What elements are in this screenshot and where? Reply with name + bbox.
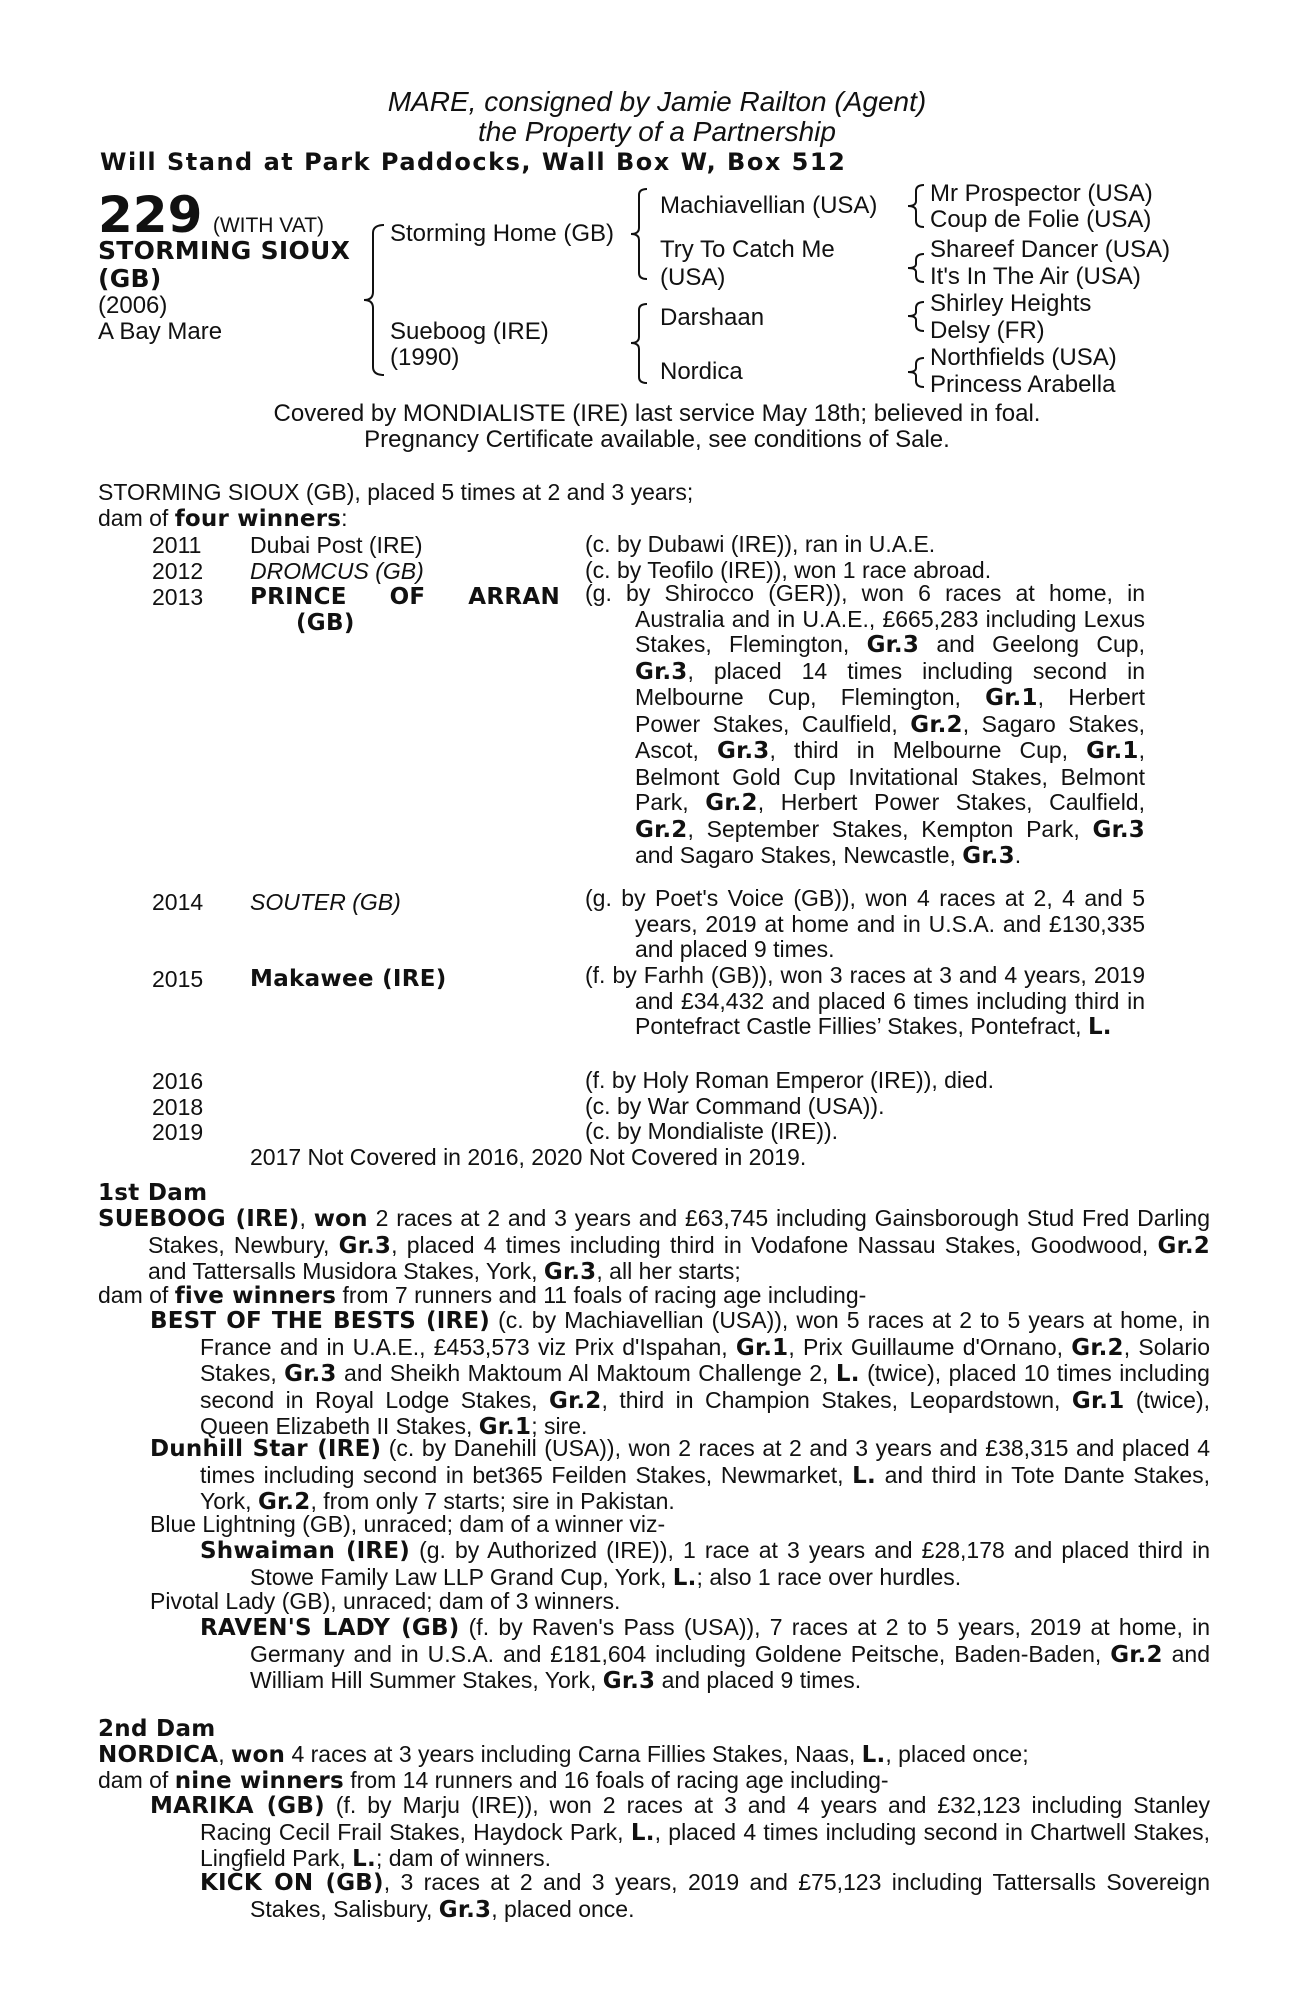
- lot-number: 229: [98, 186, 203, 244]
- pedigree-sire: Storming Home (GB): [390, 220, 615, 247]
- pedigree-ssd: Coup de Folie (USA): [930, 206, 1152, 233]
- produce-year: 2012: [152, 558, 204, 584]
- produce-name: Shwaiman (IRE): [200, 1538, 410, 1564]
- header-line-2: the Property of a Partnership: [478, 116, 836, 147]
- produce-name-country: (GB): [296, 610, 355, 636]
- produce-name-black-type: PRINCE OF ARRAN: [250, 584, 560, 610]
- second-dam-name: NORDICA: [98, 1742, 219, 1768]
- produce-year: 2013: [152, 584, 204, 610]
- first-dam-produce-best: BEST OF THE BESTS (IRE) (c. by Machiavellian (USA)), won 5 races at 2 to 5 years at home, in France and in U.A.E., £453,573 viz Prix d'Ispahan, Gr.1, Prix Guillaume d'Ornano, Gr.2, Solario Stakes, Gr.3 and Sheikh Maktoum Al Maktoum Challenge 2, L. (twice), placed 10 times including second in Royal Lodge Stakes, Gr.2, third in Champion Stakes, Leopardstown, Gr.1 (twice), Queen Elizabeth II Stakes, Gr.1; sire.: [150, 1307, 1211, 1440]
- first-dam-produce-dunhill: Dunhill Star (IRE) (c. by Danehill (USA)), won 2 races at 2 and 3 years and £38,315 and placed 4 times including second in bet365 Feilden Stakes, Newmarket, L. and third in Tote Dante Stakes, York, Gr.2, from only 7 starts; sire in Pakistan.: [150, 1435, 1211, 1515]
- vat-note: (WITH VAT): [212, 214, 325, 237]
- first-dam-heading: 1st Dam: [98, 1180, 208, 1206]
- pedigree-dam-sire: Darshaan: [660, 304, 765, 331]
- first-dam-record: SUEBOOG (IRE), won 2 races at 2 and 3 years and £63,745 including Gainsborough Stud Fred Darling Stakes, Newbury, Gr.3, placed 4 times including third in Vodafone Nassau Stakes, Goodwood, Gr.2 and Tattersalls Musidora Stakes, York, Gr.3, all her starts;: [98, 1205, 1211, 1285]
- first-dam-produce-shwaiman: Shwaiman (IRE) (g. by Authorized (IRE)), 1 race at 3 years and £28,178 and placed third in Stowe Family Law LLP Grand Cup, York, L.; also 1 race over hurdles.: [200, 1537, 1210, 1591]
- produce-year: 2011: [152, 532, 202, 558]
- produce-year: 2016: [152, 1068, 204, 1094]
- pedigree-dsd: Delsy (FR): [930, 317, 1045, 344]
- produce-name: Dunhill Star (IRE): [150, 1436, 382, 1462]
- first-dam-dam-of: dam of five winners from 7 runners and 11 foals of racing age including-: [98, 1282, 867, 1309]
- five-winners: five winners: [174, 1283, 337, 1309]
- covered-line-1: Covered by MONDIALISTE (IRE) last service May 18th; believed in foal.: [273, 400, 1041, 427]
- second-dam-produce-kick-on: KICK ON (GB), 3 races at 2 and 3 years, 2019 and £75,123 including Tattersalls Sovereign Stakes, Salisbury, Gr.3, placed once.: [200, 1869, 1211, 1923]
- second-dam-record: NORDICA, won 4 races at 3 years including Carna Fillies Stakes, Naas, L., placed once;: [98, 1741, 1029, 1768]
- produce-name: Makawee (IRE): [250, 966, 447, 992]
- produce-name: Dubai Post (IRE): [250, 532, 423, 558]
- four-winners: four winners: [174, 506, 342, 532]
- pedigree-sdd: It's In The Air (USA): [930, 263, 1141, 290]
- first-dam-blue-lightning: Blue Lightning (GB), unraced; dam of a winner viz-: [150, 1511, 666, 1537]
- produce-name: DROMCUS (GB): [250, 558, 424, 584]
- produce-desc: (c. by War Command (USA)).: [585, 1093, 885, 1119]
- produce-desc: (g. by Shirocco (GER)), won 6 races at home, in Australia and in U.A.E., £665,283 including Lexus Stakes, Flemington, Gr.3 and Geelong Cup, Gr.3, placed 14 times including second in Melbourne Cup, Flemington, Gr.1, Herbert Power Stakes, Caulfield, Gr.2, Sagaro Stakes, Ascot, Gr.3, third in Melbourne Cup, Gr.1, Belmont Gold Cup Invitational Stakes, Belmont Park, Gr.2, Herbert Power Stakes, Caulfield, Gr.2, September Stakes, Kempton Park, Gr.3 and Sagaro Stakes, Newcastle, Gr.3.: [585, 580, 1145, 869]
- second-dam-heading: 2nd Dam: [98, 1716, 216, 1742]
- horse-country: (GB): [98, 264, 162, 293]
- horse-year: (2006): [98, 292, 168, 319]
- intro-line: STORMING SIOUX (GB), placed 5 times at 2 and 3 years;: [98, 479, 694, 505]
- pedigree-sire-sire: Machiavellian (USA): [660, 192, 878, 219]
- produce-year: 2019: [152, 1119, 204, 1145]
- first-dam-pivotal-lady: Pivotal Lady (GB), unraced; dam of 3 winners.: [150, 1588, 621, 1614]
- pedigree-dss: Shirley Heights: [930, 290, 1092, 317]
- produce-desc: (c. by Dubawi (IRE)), ran in U.A.E.: [585, 531, 936, 557]
- produce-year: 2018: [152, 1094, 204, 1120]
- pedigree-sire-dam: Try To Catch Me: [660, 236, 835, 263]
- produce-name: BEST OF THE BESTS (IRE): [150, 1308, 491, 1334]
- nine-winners: nine winners: [174, 1768, 344, 1794]
- produce-desc: (c. by Mondialiste (IRE)).: [585, 1118, 839, 1144]
- produce-year: 2014: [152, 889, 204, 915]
- first-dam-name: SUEBOOG (IRE): [98, 1206, 300, 1232]
- header-line-1: MARE, consigned by Jamie Railton (Agent): [387, 86, 927, 117]
- horse-description: A Bay Mare: [98, 318, 223, 345]
- produce-desc: (f. by Farhh (GB)), won 3 races at 3 and 4 years, 2019 and £34,432 and placed 6 times including third in Pontefract Castle Fillies’ Stakes, Pontefract, L.: [585, 962, 1145, 1040]
- second-dam-dam-of: dam of nine winners from 14 runners and 16 foals of racing age including-: [98, 1767, 889, 1794]
- pedigree-dds: Northfields (USA): [930, 344, 1117, 371]
- pedigree-sss: Mr Prospector (USA): [930, 180, 1153, 207]
- produce-year: 2015: [152, 966, 204, 992]
- produce-name: MARIKA (GB): [150, 1793, 325, 1819]
- pedigree-dam-dam: Nordica: [660, 358, 743, 385]
- produce-name: SOUTER (GB): [250, 889, 401, 915]
- produce-desc: (f. by Holy Roman Emperor (IRE)), died.: [585, 1067, 995, 1093]
- stand-location: Will Stand at Park Paddocks, Wall Box W, Box 512: [100, 148, 847, 176]
- not-covered-note: 2017 Not Covered in 2016, 2020 Not Covered in 2019.: [250, 1144, 807, 1170]
- pedigree-ddd: Princess Arabella: [930, 371, 1116, 398]
- second-dam-produce-marika: MARIKA (GB) (f. by Marju (IRE)), won 2 races at 3 and 4 years and £32,123 including Stanley Racing Cecil Frail Stakes, Haydock Park, L., placed 4 times including second in Chartwell Stakes, Lingfield Park, L.; dam of winners.: [150, 1792, 1211, 1872]
- pedigree-dam-year: (1990): [390, 344, 460, 371]
- first-dam-produce-raven: RAVEN'S LADY (GB) (f. by Raven's Pass (USA)), 7 races at 2 to 5 years, 2019 at home, in Germany and in U.S.A. and £181,604 including Goldene Peitsche, Baden-Baden, Gr.2 and William Hill Summer Stakes, York, Gr.3 and placed 9 times.: [200, 1614, 1210, 1694]
- intro-dam-of: dam of four winners:: [98, 505, 348, 532]
- produce-name: KICK ON (GB): [200, 1870, 384, 1896]
- pedigree-sds: Shareef Dancer (USA): [930, 236, 1171, 263]
- produce-name: RAVEN'S LADY (GB): [200, 1615, 460, 1641]
- horse-name: STORMING SIOUX: [98, 236, 351, 265]
- produce-desc: (g. by Poet's Voice (GB)), won 4 races at 2, 4 and 5 years, 2019 at home and in U.S.A. and £130,335 and placed 9 times.: [585, 885, 1145, 962]
- covered-line-2: Pregnancy Certificate available, see conditions of Sale.: [364, 426, 950, 453]
- pedigree-sire-dam-country: (USA): [660, 264, 726, 291]
- pedigree-dam: Sueboog (IRE): [390, 318, 549, 345]
- produce-desc: (c. by Teofilo (IRE)), won 1 race abroad.: [585, 557, 992, 583]
